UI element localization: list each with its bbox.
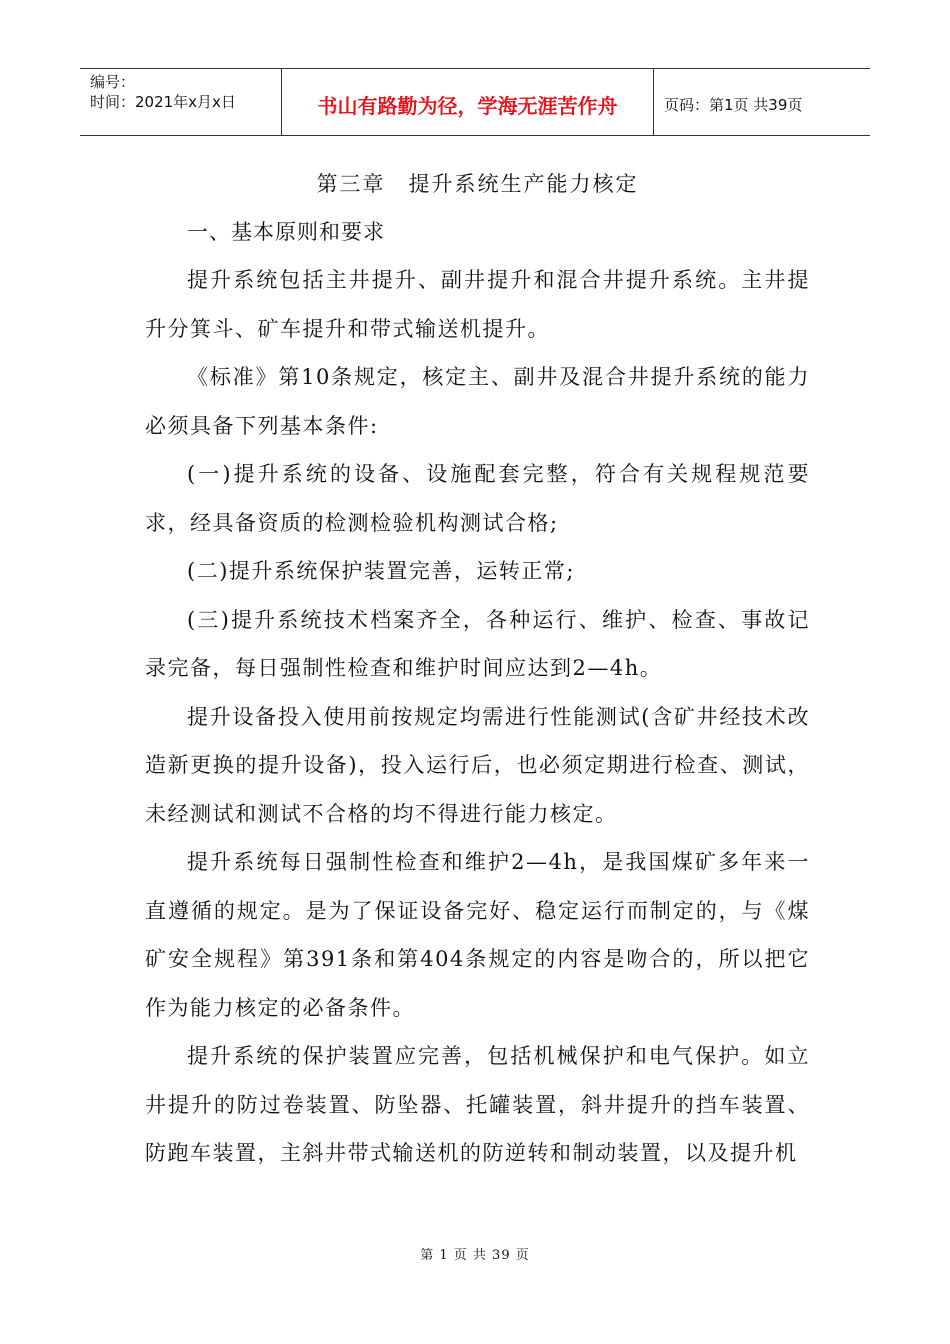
paragraph: (二)提升系统保护装置完善，运转正常; [187,559,575,583]
paragraph: (一)提升系统的设备、设施配套完整，符合有关规程规范要求，经具备资质的检测检验机构测试合格; [145,462,810,535]
time-label: 时间：2021年x月x日 [90,93,236,111]
header-page-info: 页码：第1页 共39页 [664,95,803,114]
paragraph: 提升系统包括主井提升、副井提升和混合井提升系统。主井提升分箕斗、矿车提升和带式输送机提升。 [145,268,810,341]
paragraph: 提升系统每日强制性检查和维护2—4h，是我国煤矿多年来一直遵循的规定。是为了保证设备完好、稳定运行而制定的，与《煤矿安全规程》第391条和第404条规定的内容是吻合的，所以把它作为能力核定的必备条件。 [145,850,810,1020]
document-body [145,160,810,1178]
paragraph: 《标准》第10条规定，核定主、副井及混合井提升系统的能力必须具备下列基本条件: [145,365,810,438]
chapter-title: 第三章 提升系统生产能力核定 [316,172,639,196]
header-meta [80,69,282,135]
header-motto: 书山有路勤为径，学海无涯苦作舟 [282,69,654,135]
section-heading: 一、基本原则和要求 [187,220,385,244]
paragraph: 提升设备投入使用前按规定均需进行性能测试(含矿井经技术改造新更换的提升设备)，投入运行后，也必须定期进行检查、测试，未经测试和测试不合格的均不得进行能力核定。 [145,704,810,826]
paragraph: (三)提升系统技术档案齐全，各种运行、维护、检查、事故记录完备，每日强制性检查和维护时间应达到2—4h。 [145,607,810,680]
page-footer: 第 1 页 共 39 页 [420,1248,530,1263]
serial-label: 编号： [90,73,136,91]
page-header [80,68,870,136]
paragraph: 提升系统的保护装置应完善，包括机械保护和电气保护。如立井提升的防过卷装置、防坠器、托罐装置，斜井提升的挡车装置、防跑车装置，主斜井带式输送机的防逆转和制动装置，以及提升机 [145,1044,810,1165]
